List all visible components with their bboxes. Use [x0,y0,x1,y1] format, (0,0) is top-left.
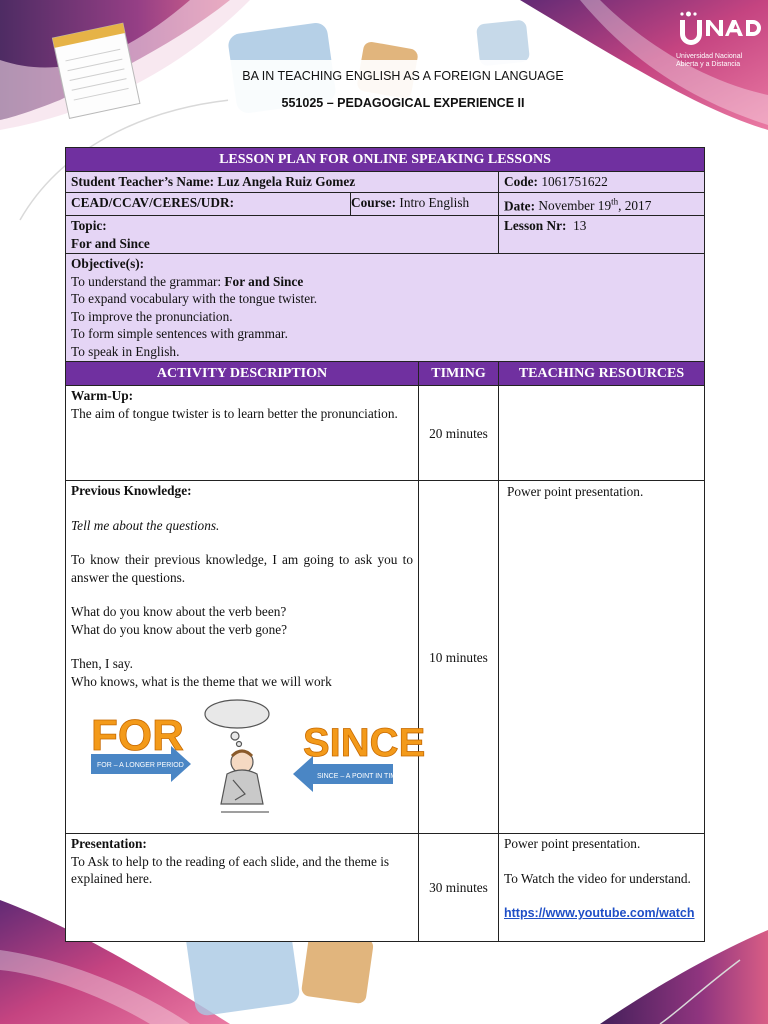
course-value: Intro English [399,194,470,210]
warmup-label: Warm-Up: [71,388,134,404]
cead-label: CEAD/CCAV/CERES/UDR: [66,192,351,216]
objective-1-bold: For and Since [224,273,304,289]
date-year: , 2017 [618,197,652,213]
column-header-resources: TEACHING RESOURCES [499,362,705,386]
lesson-number-cell [499,216,705,254]
code-cell [499,172,705,193]
previous-knowledge-timing: 10 minutes [419,481,499,834]
student-name-cell [66,172,499,193]
presentation-text: To Ask to help to the reading of each slide, and the theme is explained here. [71,853,390,887]
presentation-resource-2: To Watch the video for understand. [504,870,691,886]
question-gone: What do you know about the verb gone? [71,621,288,637]
column-header-activity: ACTIVITY DESCRIPTION [66,362,419,386]
lesson-plan-table [65,147,705,942]
code-value: 1061751622 [541,174,608,189]
thinking-person [205,700,269,812]
lesson-plan-title: LESSON PLAN FOR ONLINE SPEAKING LESSONS [66,148,705,172]
previous-knowledge-label: Previous Knowledge: [71,483,192,499]
logo-subtitle-line-1: Universidad Nacional [676,53,743,60]
date-cell [499,192,705,216]
warmup-resources [499,386,705,481]
topic-value: For and Since [71,235,150,251]
date-value [538,198,651,213]
presentation-resource-1: Power point presentation. [504,836,641,852]
since-caption: SINCE – A POINT IN TIME [317,773,401,781]
program-title: BA IN TEACHING ENGLISH AS A FOREIGN LANGUAGE [242,69,564,83]
document-header [228,60,578,118]
lesson-number-label: Lesson Nr: [504,218,567,234]
date-day: November 19 [538,197,612,213]
logo-subtitle [676,53,766,69]
previous-knowledge-italic: Tell me about the questions. [71,517,220,533]
previous-knowledge-paragraph: To know their previous knowledge, I am going to ask you to answer the questions. [71,552,413,585]
date-suffix: th [611,196,619,207]
warmup-timing: 20 minutes [419,386,499,481]
who-knows-theme: Who knows, what is the theme that we will work [71,673,332,689]
course-cell [351,192,499,216]
code-label: Code: [504,174,538,189]
then-i-say: Then, I say. [71,656,133,672]
student-name-value: Luz Angela Ruiz Gomez [217,174,356,189]
column-header-timing: TIMING [419,362,499,386]
student-name-label: Student Teacher’s Name: [71,174,215,189]
previous-knowledge-description [66,481,426,834]
topic-label: Topic: [71,218,107,234]
date-label: Date: [504,197,536,213]
objective-5: To speak in English. [71,343,180,359]
question-been: What do you know about the verb been? [71,604,287,620]
presentation-description [66,834,419,942]
objective-2: To expand vocabulary with the tongue twister. [71,291,318,307]
objective-4: To form simple sentences with grammar. [71,326,288,342]
objectives-label: Objective(s): [71,256,145,272]
objective-1 [71,274,303,289]
objective-1-text: To understand the grammar: [71,273,222,289]
presentation-timing: 30 minutes [419,834,499,942]
course-title: 551025 – PEDAGOGICAL EXPERIENCE II [281,96,525,110]
objective-3: To improve the pronunciation. [71,308,233,324]
course-label: Course: [351,194,397,210]
youtube-link[interactable]: https://www.youtube.com/watch [504,906,695,921]
lesson-number-value: 13 [573,218,587,234]
for-word: FOR [91,711,184,761]
warmup-description [66,386,419,481]
previous-knowledge-resources: Power point presentation. [499,481,705,834]
warmup-text: The aim of tongue twister is to learn better the pronunciation. [71,405,398,421]
since-word: SINCE [303,721,426,766]
for-since-illustration [87,694,426,826]
presentation-resources [499,834,705,942]
objectives-cell [66,254,705,362]
logo-subtitle-line-2: Abierta y a Distancia [676,61,741,68]
topic-cell [66,216,499,254]
presentation-label: Presentation: [71,836,147,852]
for-caption: FOR – A LONGER PERIOD [97,762,184,770]
